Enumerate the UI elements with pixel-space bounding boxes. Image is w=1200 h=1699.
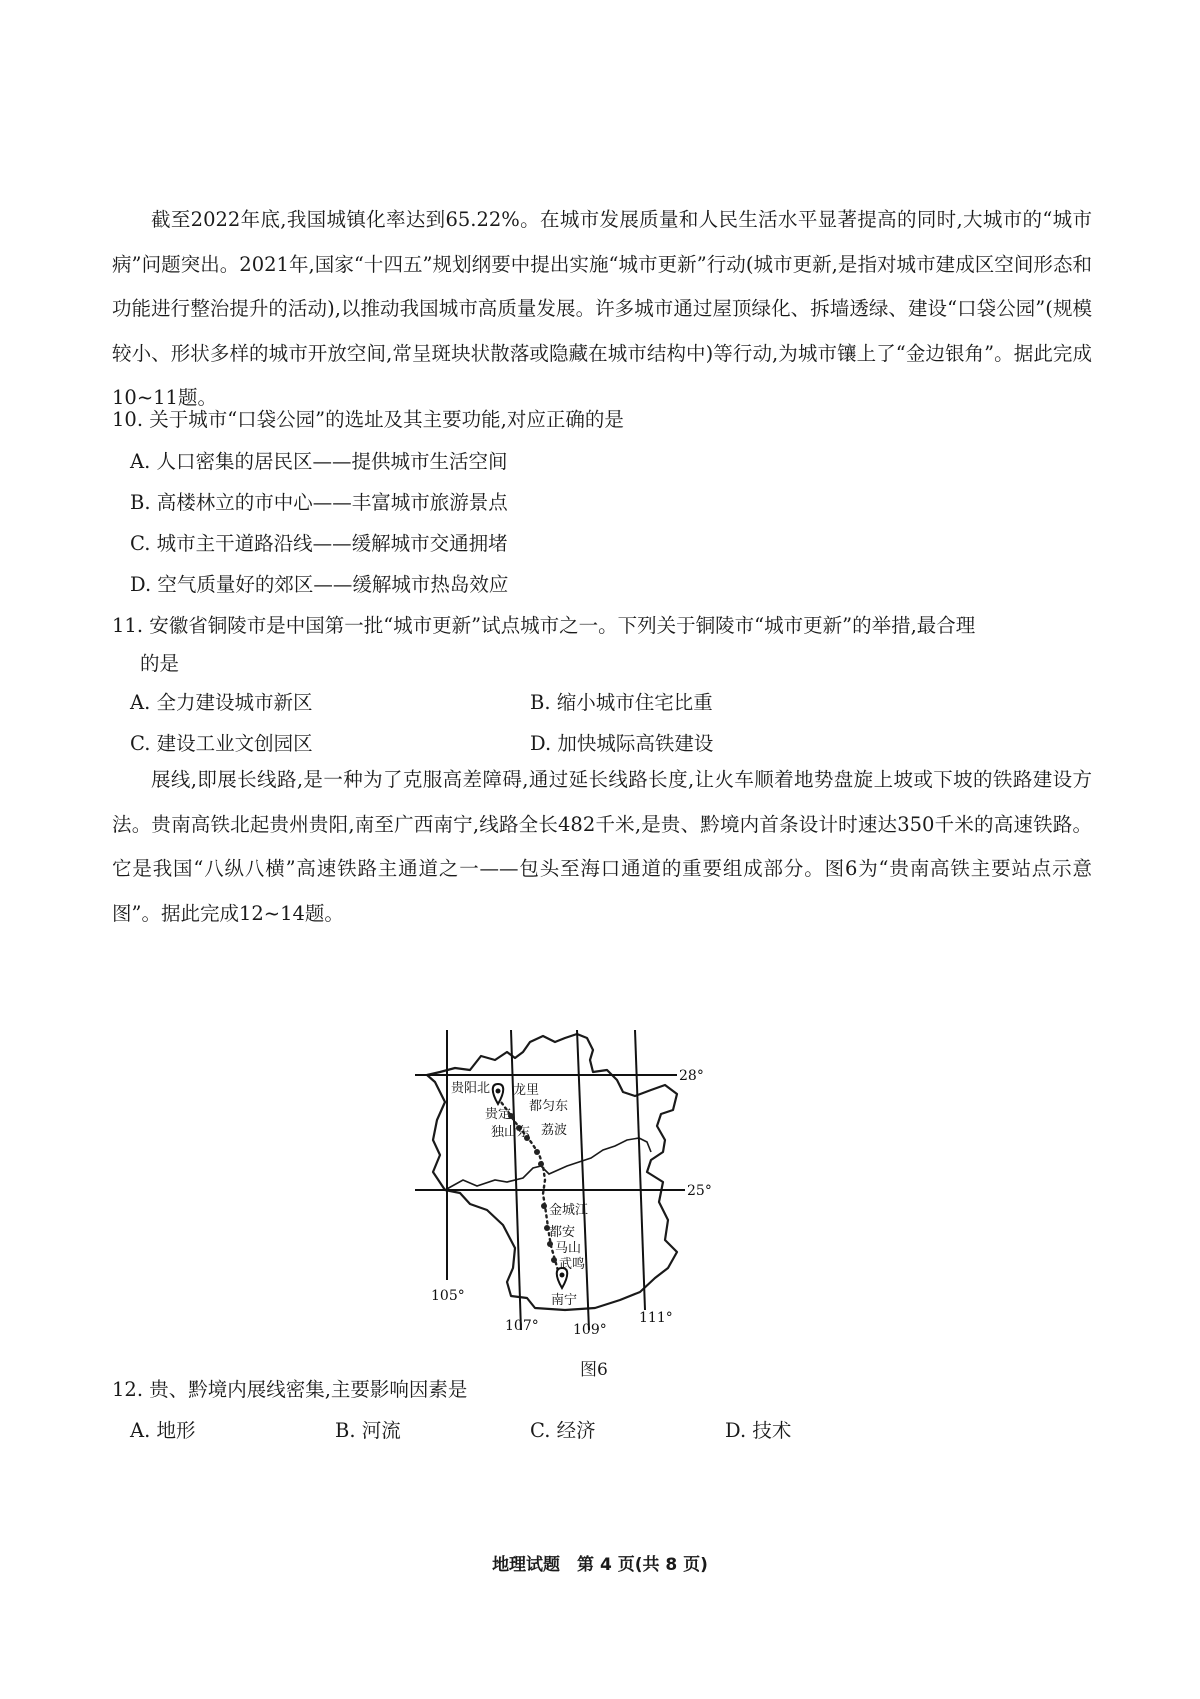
label-nanning: 南宁 [551, 1293, 578, 1308]
q12-option-d: D. 技术 [725, 1419, 792, 1442]
question-11-stem-continued: 的是 [140, 652, 180, 675]
passage-guinan-railway: 展线,即展长线路,是一种为了克服高差障碍,通过延长线路长度,让火车顺着地势盘旋上坡或下坡的铁路建设方法。贵南高铁北起贵州贵阳,南至广西南宁,线路全长482千米,是贵、黔境内首条设计时速达350千米的高速铁路。它是我国“八纵八横”高速铁路主通道之一——包头至海口通道的重要组成部分。图6为“贵南高铁主要站点示意图”。据此完成12~14题。 [112, 768, 1092, 925]
label-duyun-dong: 都匀东 [529, 1099, 569, 1114]
q10-option-d: D. 空气质量好的郊区——缓解城市热岛效应 [130, 573, 509, 596]
label-guiding: 贵定 [485, 1107, 512, 1122]
label-longli: 龙里 [513, 1083, 540, 1098]
question-10-stem: 10. 关于城市“口袋公园”的选址及其主要功能,对应正确的是 [112, 408, 624, 431]
q12-option-b: B. 河流 [335, 1419, 401, 1442]
lon-label-105: 105° [431, 1288, 465, 1304]
pin-icon-guiyang-bei [493, 1084, 504, 1104]
q11-option-d: D. 加快城际高铁建设 [530, 732, 714, 755]
station-dot-libo [538, 1161, 544, 1167]
label-wuming: 武鸣 [559, 1257, 586, 1272]
lon-label-107: 107° [505, 1318, 539, 1334]
guinan-railway-map [415, 1030, 785, 1340]
q12-option-a: A. 地形 [130, 1419, 196, 1442]
label-duan: 都安 [549, 1225, 576, 1240]
lon-label-109: 109° [573, 1322, 607, 1338]
label-guiyang-bei: 贵阳北 [451, 1081, 491, 1096]
station-dot-dushan-dong [534, 1149, 540, 1155]
q11-option-c: C. 建设工业文创园区 [130, 732, 313, 755]
page-footer: 地理试题 第 4 页(共 8 页) [492, 1555, 708, 1575]
province-boundary [445, 1138, 651, 1190]
q10-option-a: A. 人口密集的居民区——提供城市生活空间 [130, 450, 508, 473]
question-12-stem: 12. 贵、黔境内展线密集,主要影响因素是 [112, 1378, 468, 1401]
label-huanjiang: 金城江 [549, 1203, 589, 1218]
station-dot-huanjiang [541, 1203, 547, 1209]
q11-option-a: A. 全力建设城市新区 [130, 691, 313, 714]
figure-caption: 图6 [580, 1360, 608, 1380]
station-dot-mashan [547, 1241, 553, 1247]
meridian-111 [635, 1030, 645, 1310]
lon-label-111: 111° [639, 1310, 673, 1326]
label-libo: 荔波 [541, 1123, 568, 1138]
lat-label-28: 28° [679, 1068, 704, 1084]
q12-option-c: C. 经济 [530, 1419, 596, 1442]
label-mashan: 马山 [555, 1241, 582, 1256]
lat-label-25: 25° [687, 1183, 712, 1199]
station-dot-wuming [551, 1257, 557, 1263]
passage-urban-renewal: 截至2022年底,我国城镇化率达到65.22%。在城市发展质量和人民生活水平显著提高的同时,大城市的“城市病”问题突出。2021年,国家“十四五”规划纲要中提出实施“城市更新”行动(城市更新,是指对城市建成区空间形态和功能进行整治提升的活动),以推动我国城市高质量发展。许多城市通过屋顶绿化、拆墙透绿、建设“口袋公园”(规模较小、形状多样的城市开放空间,常呈斑块状散落或隐藏在城市结构中)等行动,为城市镶上了“金边银角”。据此完成10~11题。 [112, 208, 1092, 409]
question-11-stem: 11. 安徽省铜陵市是中国第一批“城市更新”试点城市之一。下列关于铜陵市“城市更新”的举措,最合理 [112, 614, 976, 637]
label-dushan-dong: 独山东 [491, 1125, 531, 1140]
q10-option-b: B. 高楼林立的市中心——丰富城市旅游景点 [130, 491, 508, 514]
q11-option-b: B. 缩小城市住宅比重 [530, 691, 713, 714]
q10-option-c: C. 城市主干道路沿线——缓解城市交通拥堵 [130, 532, 508, 555]
